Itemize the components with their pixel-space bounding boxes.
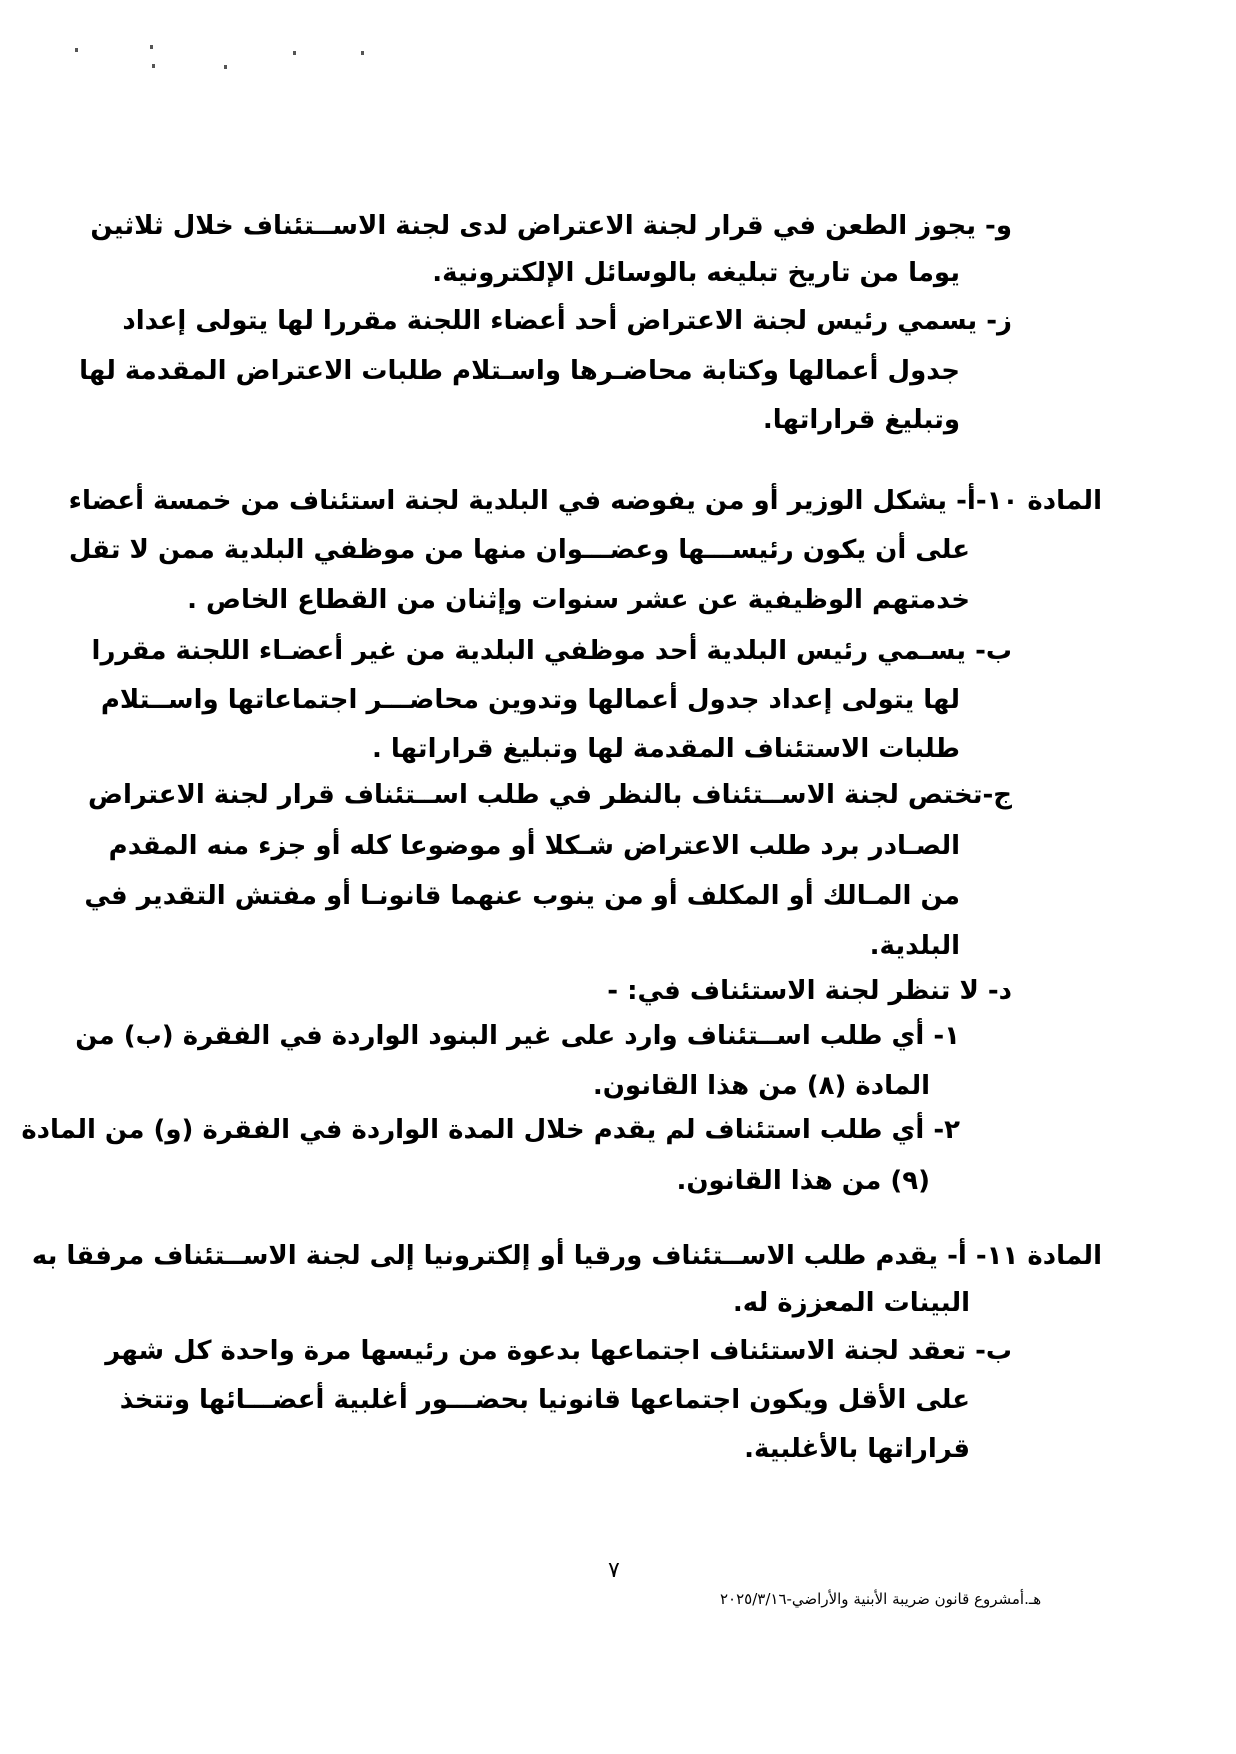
- paragraph-line: لها يتولى إعداد جدول أعمالها وتدوين محاضـــر اجتماعاتها واســتلام: [100, 685, 960, 715]
- paragraph-line: ز- يسمي رئيس لجنة الاعتراض أحد أعضاء اللجنة مقررا لها يتولى إعداد: [122, 306, 1012, 336]
- paragraph-line: على الأقل ويكون اجتماعها قانونيا بحضـــور أغلبية أعضـــائها وتتخذ: [119, 1385, 970, 1415]
- paragraph-line: البينات المعززة له.: [732, 1288, 970, 1318]
- scan-speck: [152, 64, 155, 68]
- scan-speck: [224, 65, 227, 69]
- page-number: ٧: [608, 1558, 620, 1583]
- paragraph-line: جدول أعمالها وكتابة محاضـرها واسـتلام طلبات الاعتراض المقدمة لها: [79, 356, 960, 386]
- list-item-line: (٩) من هذا القانون.: [676, 1166, 930, 1196]
- paragraph-line: خدمتهم الوظيفية عن عشر سنوات وإثنان من القطاع الخاص .: [187, 585, 970, 615]
- paragraph-line: د- لا تنظر لجنة الاستئناف في: -: [607, 976, 1012, 1006]
- paragraph-line: على أن يكون رئيســـها وعضـــوان منها من موظفي البلدية ممن لا تقل: [68, 535, 970, 565]
- paragraph-line: ب- يسـمي رئيس البلدية أحد موظفي البلدية من غير أعضـاء اللجنة مقررا: [91, 636, 1012, 666]
- list-item-line: المادة (٨) من هذا القانون.: [592, 1071, 930, 1101]
- paragraph-line: يوما من تاريخ تبليغه بالوسائل الإلكترونية.: [432, 258, 960, 288]
- footer-text: هـ.أمشروع قانون ضريبة الأبنية والأراضي-٢٠٢٥/٣/١٦: [720, 1590, 1042, 1608]
- paragraph-line: طلبات الاستئناف المقدمة لها وتبليغ قراراتها .: [371, 734, 960, 764]
- list-item-line: ١- أي طلب اســتئناف وارد على غير البنود الواردة في الفقرة (ب) من: [75, 1021, 960, 1051]
- article-heading-line: المادة ١١- أ- يقدم طلب الاســتئناف ورقيا أو إلكترونيا إلى لجنة الاســتئناف مرفقا به: [31, 1241, 1102, 1271]
- paragraph-line: قراراتها بالأغلبية.: [744, 1434, 970, 1464]
- paragraph-line: من المـالك أو المكلف أو من ينوب عنهما قانونـا أو مفتش التقدير في: [84, 881, 960, 911]
- scan-speck: [361, 51, 364, 55]
- scan-speck: [150, 45, 153, 49]
- scan-specks: [0, 0, 500, 100]
- paragraph-line: الصـادر برد طلب الاعتراض شـكلا أو موضوعا كله أو جزء منه المقدم: [108, 831, 960, 861]
- paragraph-line: البلدية.: [869, 931, 960, 961]
- paragraph-line: وتبليغ قراراتها.: [762, 405, 960, 435]
- scan-speck: [293, 51, 296, 55]
- paragraph-line: ب- تعقد لجنة الاستئناف اجتماعها بدعوة من رئيسها مرة واحدة كل شهر: [105, 1336, 1012, 1366]
- paragraph-line: ج-تختص لجنة الاســتئناف بالنظر في طلب اســتئناف قرار لجنة الاعتراض: [88, 780, 1012, 810]
- paragraph-line: و- يجوز الطعن في قرار لجنة الاعتراض لدى لجنة الاســتئناف خلال ثلاثين: [90, 211, 1012, 241]
- list-item-line: ٢- أي طلب استئناف لم يقدم خلال المدة الواردة في الفقرة (و) من المادة: [21, 1115, 960, 1145]
- article-heading-line: المادة ١٠-أ- يشكل الوزير أو من يفوضه في البلدية لجنة استئناف من خمسة أعضاء: [68, 486, 1102, 516]
- scan-speck: [75, 48, 78, 52]
